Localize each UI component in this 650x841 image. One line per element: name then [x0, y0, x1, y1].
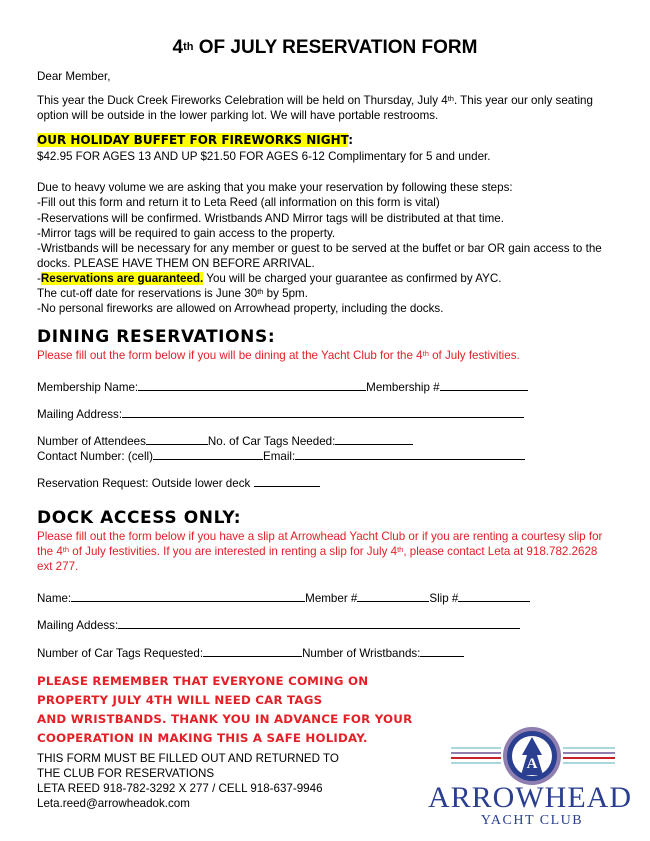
logo-emblem-letter: A [526, 756, 538, 772]
step-item-guarantee: -Reservations are guaranteed. You will be charged your guarantee as confirmed by AYC. [37, 272, 502, 285]
dock-tags-row: Number of Car Tags Requested: Number of Wristbands: [37, 645, 464, 661]
step-item: docks. PLEASE HAVE THEM ON BEFORE ARRIVAL. [37, 257, 315, 270]
membership-number-field[interactable] [440, 379, 528, 391]
dock-slip-field[interactable] [458, 590, 530, 602]
step-item: -Wristbands will be necessary for any member or guest to be served at the buffet or bar OR gain access to the [37, 242, 602, 255]
intro-line-1: This year the Duck Creek Fireworks Celebration will be held on Thursday, July 4th. This year our only seating [37, 94, 593, 107]
reminder-line: PLEASE REMEMBER THAT EVERYONE COMING ON [37, 674, 369, 688]
dock-note-1: Please fill out the form below if you have a slip at Arrowhead Yacht Club or if you are renting a courtesy slip for [37, 530, 603, 543]
dock-name-field[interactable] [71, 590, 305, 602]
step-item: -Mirror tags will be required to gain access to the property. [37, 227, 336, 240]
reservation-request-row: Reservation Request: Outside lower deck [37, 475, 320, 491]
step-item: -Reservations will be confirmed. Wristbands AND Mirror tags will be distributed at that time. [37, 212, 504, 225]
dock-note-2: the 4th of July festivities. If you are interested in renting a slip for July 4th, please contact Leta at 918.782.2628 [37, 545, 598, 558]
reminder-line: PROPERTY JULY 4TH WILL NEED CAR TAGS [37, 693, 323, 707]
dock-car-tags-field[interactable] [203, 645, 302, 657]
dock-mailing-field[interactable] [118, 617, 520, 629]
dock-wristbands-field[interactable] [420, 645, 464, 657]
mailing-row: Mailing Address: [37, 406, 524, 422]
step-item: -Fill out this form and return it to Leta Reed (all information on this form is vital) [37, 196, 440, 209]
attendees-row: Number of Attendees No. of Car Tags Needed: [37, 433, 413, 449]
car-tags-field[interactable] [335, 433, 413, 445]
contact-row: Contact Number: (cell) Email: [37, 448, 525, 464]
membership-name-field[interactable] [138, 379, 366, 391]
dining-heading: DINING RESERVATIONS: [37, 327, 276, 347]
footer-line: THIS FORM MUST BE FILLED OUT AND RETURNED TO [37, 752, 339, 765]
logo-subtitle: YACHT CLUB [480, 813, 584, 828]
dock-member-field[interactable] [357, 590, 429, 602]
dock-name-row: Name: Member # Slip # [37, 590, 530, 606]
reservation-request-field[interactable] [254, 475, 320, 487]
buffet-heading: OUR HOLIDAY BUFFET FOR FIREWORKS NIGHT: [37, 133, 353, 147]
dock-note-3: ext 277. [37, 560, 79, 573]
step-item-cutoff: The cut-off date for reservations is June 30th by 5pm. [37, 287, 308, 300]
steps-intro: Due to heavy volume we are asking that you make your reservation by following these steps: [37, 181, 513, 194]
greeting: Dear Member, [37, 70, 111, 83]
dining-note: Please fill out the form below if you will be dining at the Yacht Club for the 4th of July festivities. [37, 349, 520, 362]
intro-line-2: option will be outside in the lower parking lot. We will have portable restrooms. [37, 109, 439, 122]
dock-heading: DOCK ACCESS ONLY: [37, 508, 242, 528]
page-title: 4th OF JULY RESERVATION FORM [172, 37, 478, 58]
email-field[interactable] [295, 448, 525, 460]
step-item: -No personal fireworks are allowed on Arrowhead property, including the docks. [37, 302, 444, 315]
cell-field[interactable] [153, 448, 263, 460]
footer-line: THE CLUB FOR RESERVATIONS [37, 767, 215, 780]
arrowhead-yacht-club-logo [423, 724, 633, 830]
reminder-line: AND WRISTBANDS. THANK YOU IN ADVANCE FOR YOUR [37, 712, 413, 726]
dock-mailing-row: Mailing Addess: [37, 617, 520, 633]
footer-line: LETA REED 918-782-3292 X 277 / CELL 918-637-9946 [37, 782, 323, 795]
buffet-prices: $42.95 FOR AGES 13 AND UP $21.50 FOR AGES 6-12 Complimentary for 5 and under. [37, 150, 491, 163]
footer-email: Leta.reed@arrowheadok.com [37, 797, 190, 810]
reminder-line: COOPERATION IN MAKING THIS A SAFE HOLIDAY. [37, 731, 368, 745]
logo-wordmark: ARROWHEAD [428, 781, 632, 814]
membership-row: Membership Name: Membership # [37, 379, 528, 395]
mailing-address-field[interactable] [122, 406, 524, 418]
attendees-field[interactable] [146, 433, 208, 445]
